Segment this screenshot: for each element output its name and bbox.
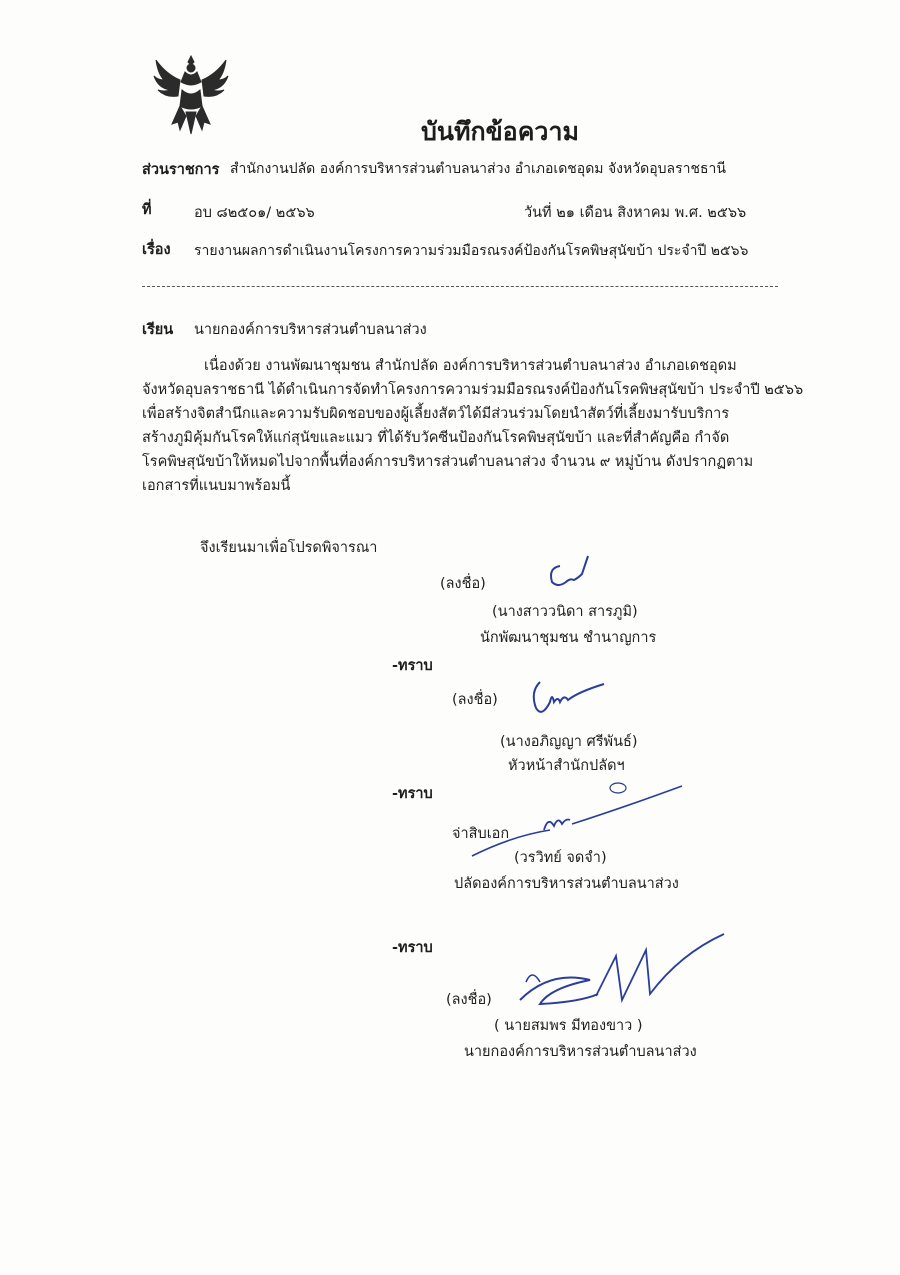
header-divider [142,286,778,287]
reference-label: ที่ [142,202,152,218]
acknowledge-2: -ทราบ [392,786,433,802]
body-line: โรคพิษสุนัขบ้าให้หมดไปจากพื้นที่องค์การบริหารส่วนตำบลนาส่วง จำนวน ๙ หมู่บ้าน ดังปรากฏตาม [142,454,754,470]
signer4-name: ( นายสมพร มีทองขาว ) [494,1018,643,1034]
body-line: เนื่องด้วย งานพัฒนาชุมชน สำนักปลัด องค์การบริหารส่วนตำบลนาส่วง อำเภอเดชอุดม [204,358,737,374]
subject-value: รายงานผลการดำเนินงานโครงการความร่วมมือรณรงค์ป้องกันโรคพิษสุนัขบ้า ประจำปี ๒๕๖๖ [194,243,749,259]
date-value: วันที่ ๒๑ เดือน สิงหาคม พ.ศ. ๒๕๖๖ [524,205,747,221]
signer2-position: หัวหน้าสำนักปลัดฯ [508,758,625,774]
signer1-sign-label: (ลงชื่อ) [440,576,486,592]
signer1-position: นักพัฒนาชุมชน ชำนาญการ [480,630,657,646]
signer4-sign-label: (ลงชื่อ) [446,992,492,1008]
closing-line: จึงเรียนมาเพื่อโปรดพิจารณา [200,540,378,556]
agency-label: ส่วนราชการ [142,162,220,178]
body-line: เพื่อสร้างจิตสำนึกและความรับผิดชอบของผู้เลี้ยงสัตว์ได้มีส่วนร่วมโดยนำสัตว์ที่เลี้ยงมารับบริการ [142,406,730,422]
signer1-name: (นางสาววนิดา สารภูมิ) [492,604,638,620]
acknowledge-3: -ทราบ [392,940,433,956]
document-title: บันทึกข้อความ [421,117,579,146]
body-line: จังหวัดอุบลราชธานี ได้ดำเนินการจัดทำโครงการความร่วมมือรณรงค์ป้องกันโรคพิษสุนัขบ้า ประจำปี ๒๕๖๖ [142,382,804,398]
salutation-value: นายกองค์การบริหารส่วนตำบลนาส่วง [194,322,427,338]
salutation-label: เรียน [142,322,174,338]
signer2-sign-label: (ลงชื่อ) [452,692,498,708]
acknowledge-1: -ทราบ [392,658,433,674]
body-paragraph [142,354,804,498]
body-line: สร้างภูมิคุ้มกันโรคให้แก่สุนัขและแมว ที่ได้รับวัคซีนป้องกันโรคพิษสุนัขบ้า และที่สำคัญคือ กำจัด [142,430,730,446]
signer4-position: นายกองค์การบริหารส่วนตำบลนาส่วง [464,1044,697,1060]
signer2-name: (นางอภิญญา ศรีพันธ์) [500,734,638,750]
body-line: เอกสารที่แนบมาพร้อมนี้ [142,478,291,494]
signer3-position: ปลัดองค์การบริหารส่วนตำบลนาส่วง [454,876,679,892]
agency-value: สำนักงานปลัด องค์การบริหารส่วนตำบลนาส่วง อำเภอเดชอุดม จังหวัดอุบลราชธานี [230,161,726,177]
signature-4-icon [516,930,726,1014]
subject-label: เรื่อง [142,242,171,258]
signature-1-icon [538,552,608,592]
signature-2-icon [528,676,618,720]
reference-value: อบ ๘๒๕๐๑/ ๒๕๖๖ [194,205,315,221]
signer3-sign-label: จ่าสิบเอก [452,826,510,842]
signer3-name: (วรวิทย์ จดจำ) [514,850,607,866]
